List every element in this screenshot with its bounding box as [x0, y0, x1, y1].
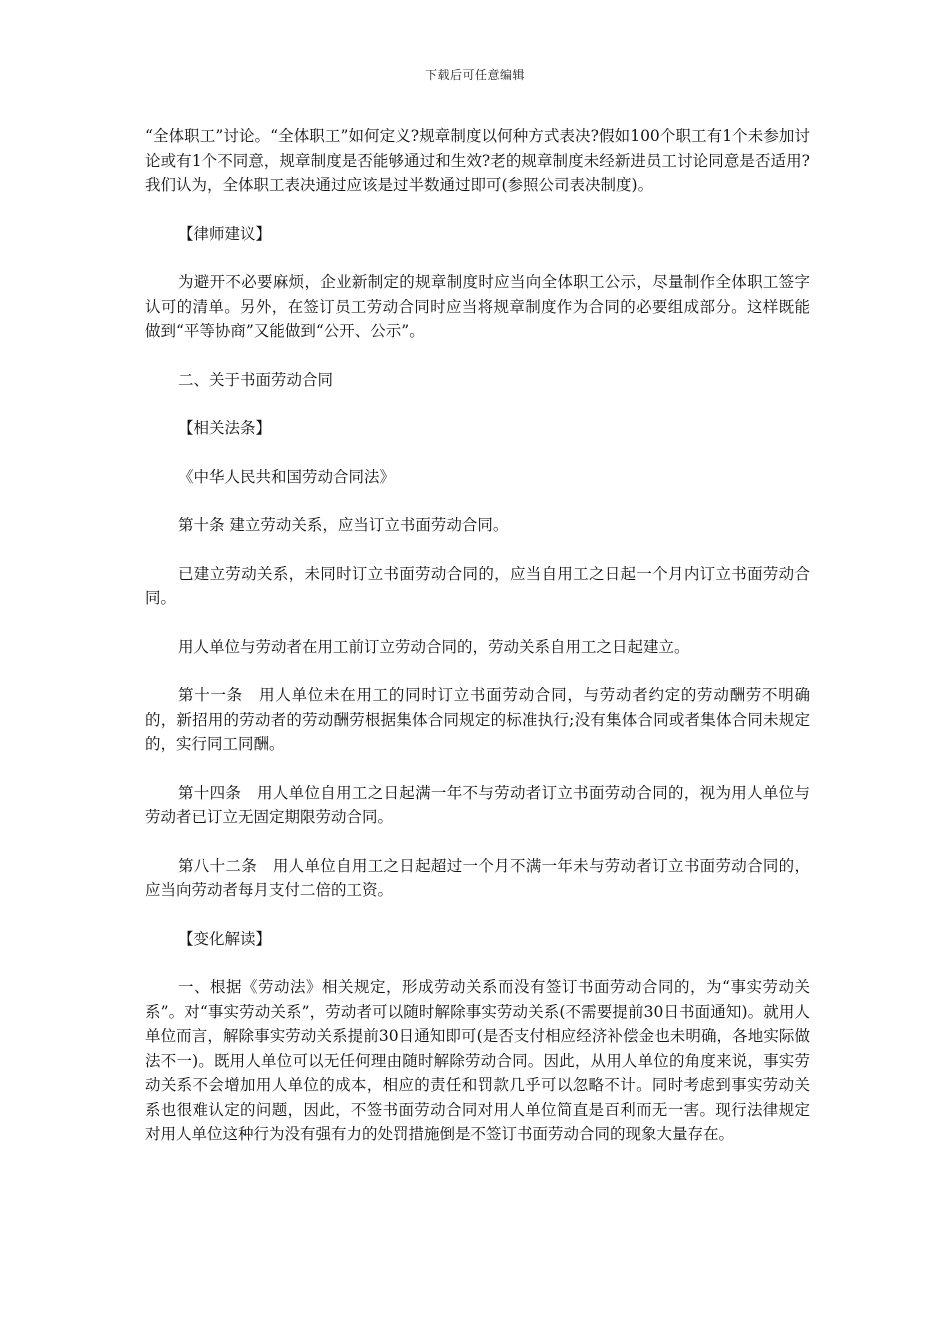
article-82: 第八十二条 用人单位自用工之日起超过一个月不满一年未与劳动者订立书面劳动合同的，应当向劳动者每月支付二倍的工资。	[145, 856, 810, 899]
document-body	[145, 124, 810, 1171]
section-heading-change-interpretation: 【变化解读】	[178, 929, 272, 948]
paragraph-advice: 为避开不必要麻烦，企业新制定的规章制度时应当向全体职工公示，尽量制作全体职工签字认可的清单。另外，在签订员工劳动合同时应当将规章制度作为合同的必要组成部分。这样既能做到“平等协商”又能做到“公开、公示”。	[145, 273, 810, 340]
article-11: 第十一条 用人单位未在用工的同时订立书面劳动合同，与劳动者约定的劳动酬劳不明确的，新招用的劳动者的劳动酬劳根据集体合同规定的标准执行;没有集体合同或者集体合同未规定的，实行同工同酬。	[145, 686, 810, 753]
paragraph-continuation: “全体职工”讨论。“全体职工”如何定义?规章制度以何种方式表决?假如100个职工有1个未参加讨论或有1个不同意，规章制度是否能够通过和生效?老的规章制度未经新进员工讨论同意是否适用?我们认为，全体职工表决通过应该是过半数通过即可(参照公司表决制度)。	[145, 127, 810, 194]
article-10-clause-2: 已建立劳动关系，未同时订立书面劳动合同的，应当自用工之日起一个月内订立书面劳动合同。	[145, 564, 810, 607]
law-title: 《中华人民共和国劳动合同法》	[178, 467, 396, 486]
page-header: 下载后可任意编辑	[424, 68, 525, 82]
section-heading-lawyer-advice: 【律师建议】	[178, 224, 272, 243]
article-14: 第十四条 用人单位自用工之日起满一年不与劳动者订立书面劳动合同的，视为用人单位与劳动者已订立无固定期限劳动合同。	[145, 783, 810, 826]
paragraph-interpretation: 一、根据《劳动法》相关规定，形成劳动关系而没有签订书面劳动合同的，为“事实劳动关系”。对“事实劳动关系”，劳动者可以随时解除事实劳动关系(不需要提前30日书面通知)。就用人单位而言，解除事实劳动关系提前30日通知即可(是否支付相应经济补偿金也未明确，各地实际做法不一)。既用人单位可以无任何理由随时解除劳动合同。因此，从用人单位的角度来说，事实劳动关系不会增加用人单位的成本，相应的责任和罚款几乎可以忽略不计。同时考虑到事实劳动关系也很难认定的问题，因此，不签书面劳动合同对用人单位简直是百利而无一害。现行法律规定对用人单位这种行为没有强有力的处罚措施倒是不签订书面劳动合同的现象大量存在。	[145, 978, 810, 1143]
article-10-clause-3: 用人单位与劳动者在用工前订立劳动合同的，劳动关系自用工之日起建立。	[178, 637, 690, 656]
section-heading-related-law: 【相关法条】	[178, 419, 272, 437]
article-10: 第十条 建立劳动关系，应当订立书面劳动合同。	[178, 516, 509, 534]
section-heading-written-contract: 二、关于书面劳动合同	[178, 370, 334, 389]
